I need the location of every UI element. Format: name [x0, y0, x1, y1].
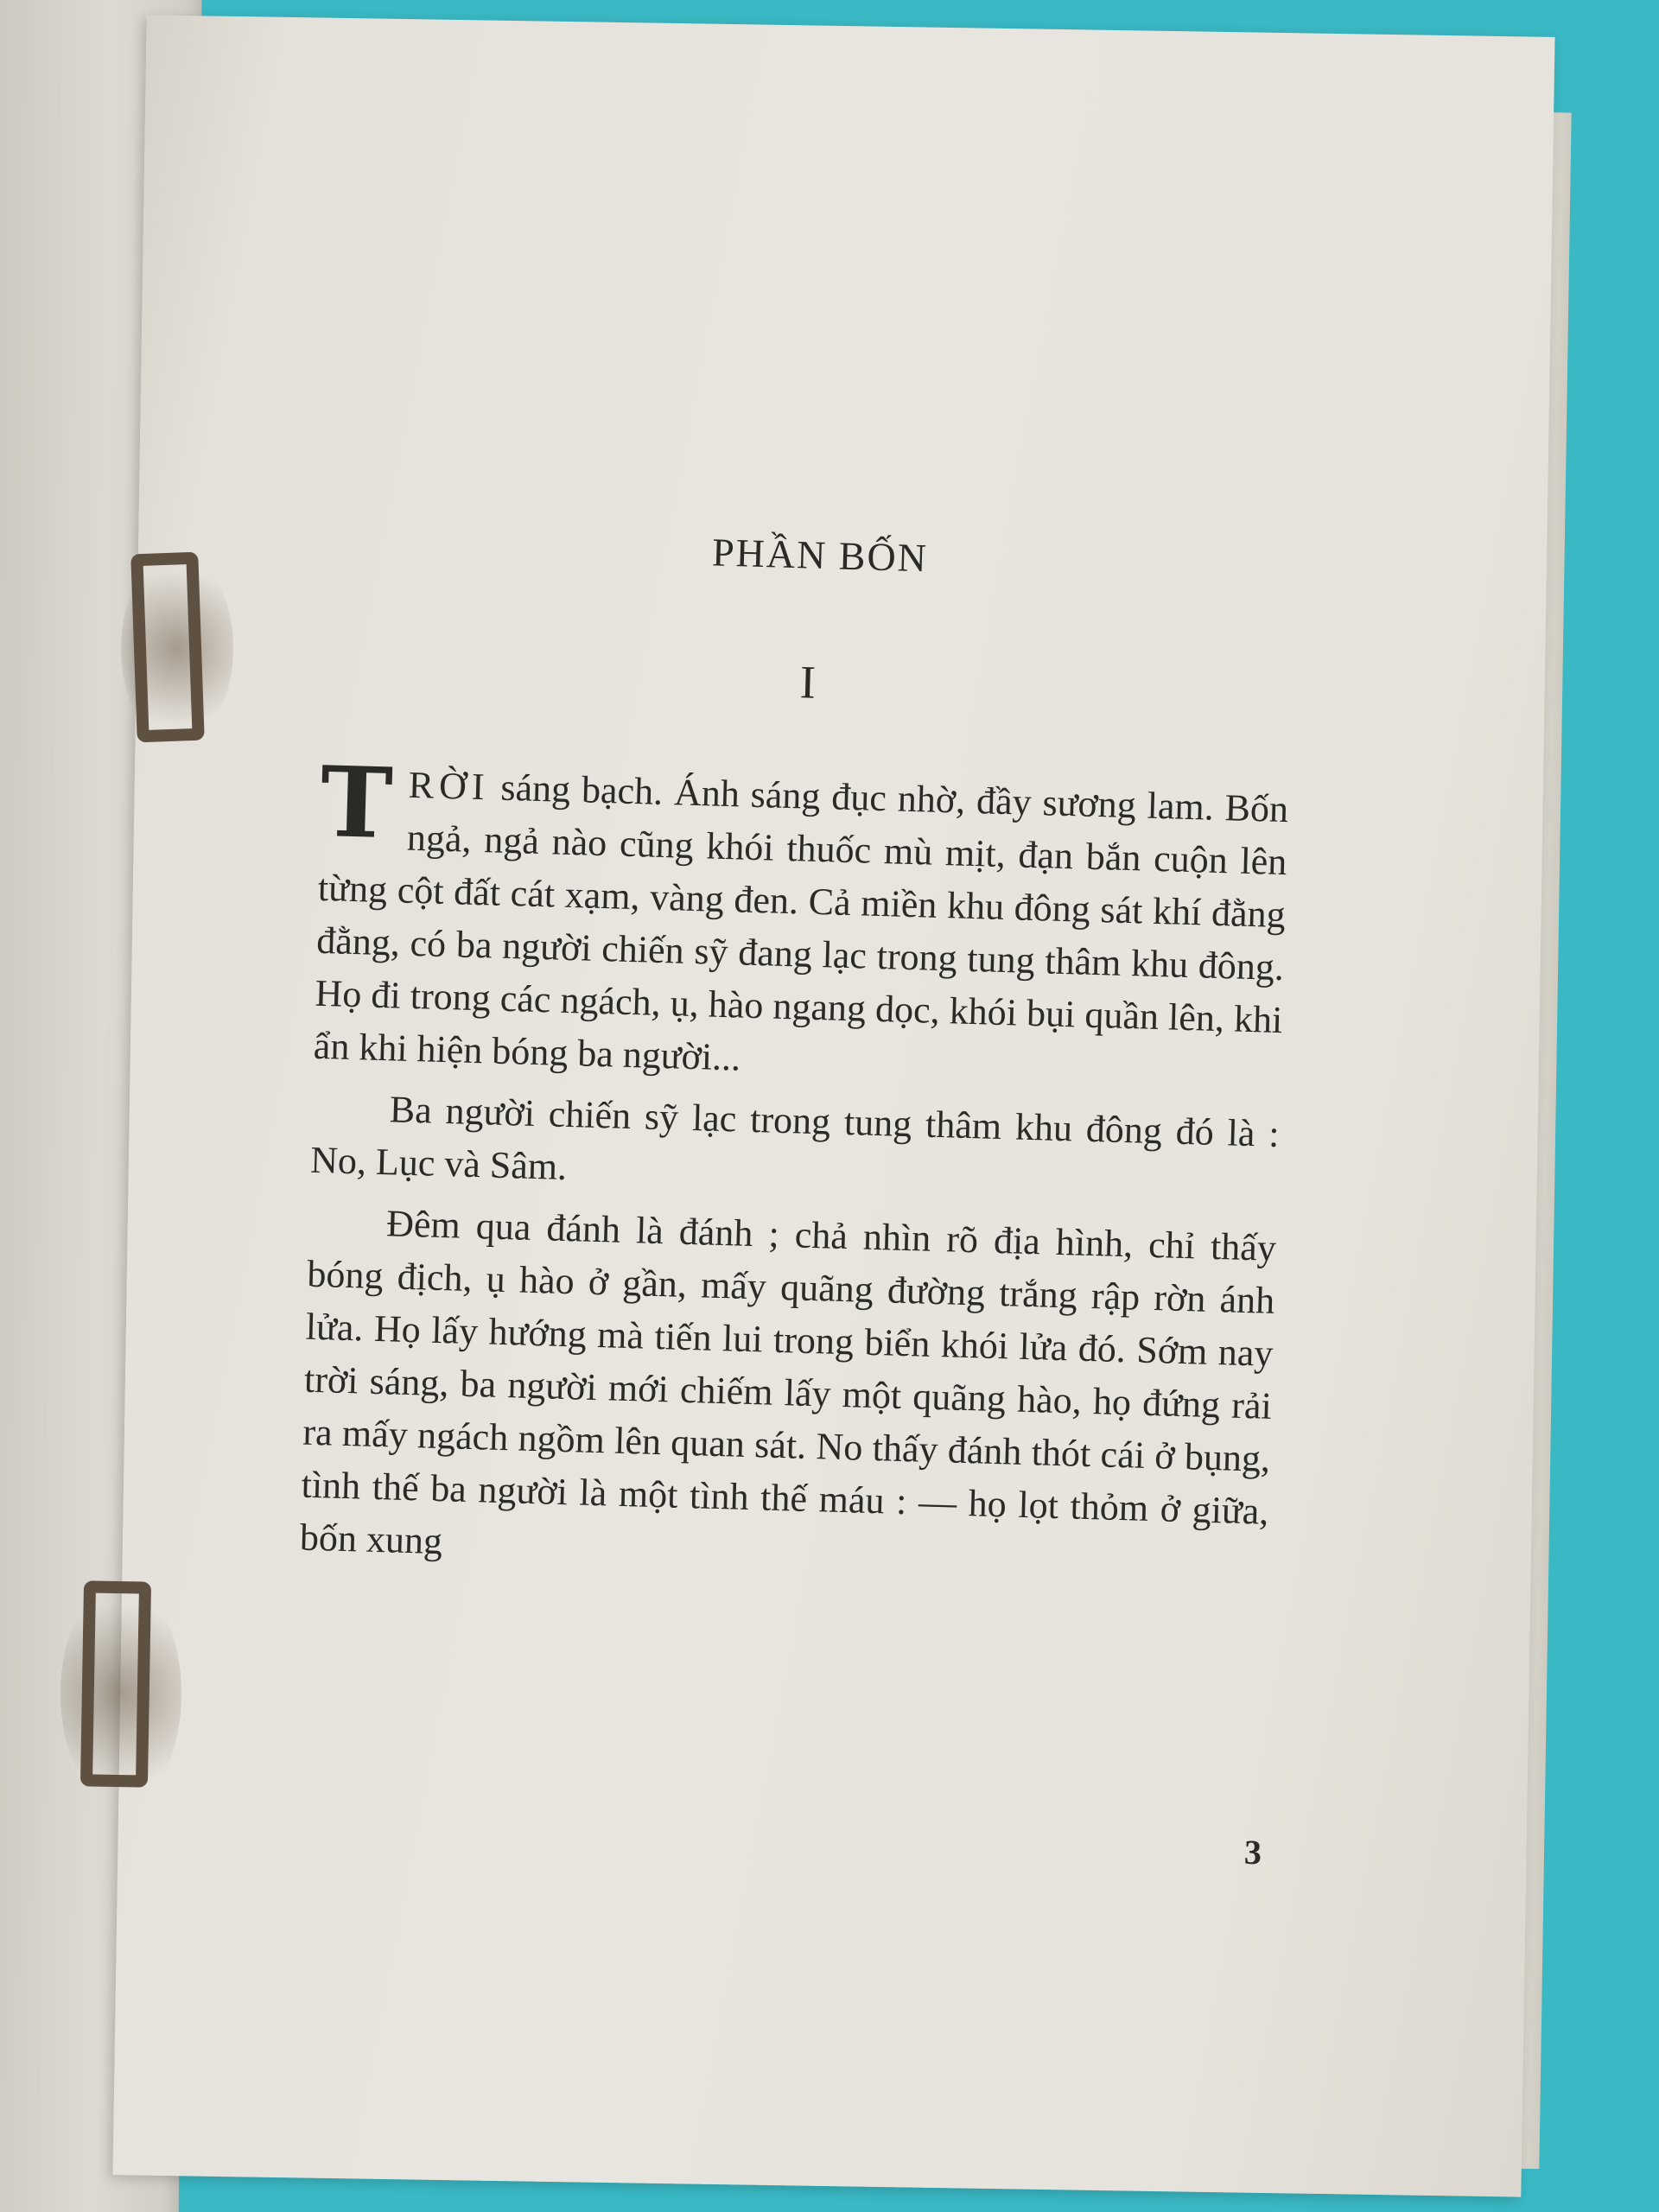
staple-top [130, 552, 205, 743]
drop-cap: T [318, 745, 394, 861]
staple-bottom [80, 1580, 151, 1787]
chapter-number: I [799, 656, 817, 709]
page-number: 3 [1243, 1832, 1262, 1872]
paragraph-1-text: sáng bạch. Ánh sáng đục nhờ, đầy sương lam. Bốn ngả, ngả nào cũng khói thuốc mù mịt, đạn bắn cuộn lên từng cột đất cát xạm, vàng đen. Cả miền khu đông sát khí đằng đằng, có ba người chiến sỹ đang lạc trong tung thâm khu đông. Họ đi trong các ngách, ụ, hào ngang dọc, khói bụi quần lên, khi ẩn khi hiện bóng ba người... [313, 766, 1289, 1079]
page-text-block [299, 518, 1296, 1599]
paragraph-1 [313, 745, 1289, 1099]
opening-word: RỜI [408, 763, 491, 809]
paragraph-2: Ba người chiến sỹ lạc trong tung thâm khu đông đó là : No, Lục và Sâm. [309, 1088, 1281, 1188]
part-title: PHẦN BỐN [711, 530, 929, 581]
paragraph-3: Đêm qua đánh là đánh ; chả nhìn rõ địa hình, chỉ thấy bóng địch, ụ hào ở gần, mấy quãng đường trắng rập rờn ánh lửa. Họ lấy hướng mà tiến lui trong biển khói lửa đó. Sớm nay trời sáng, ba người mới chiếm lấy một quãng hào, họ đứng rải ra mấy ngách ngồm lên quan sát. No thấy đánh thót cái ở bụng, tình thế ba người là một tình thế máu : — họ lọt thỏm ở giữa, bốn xung [299, 1202, 1277, 1563]
